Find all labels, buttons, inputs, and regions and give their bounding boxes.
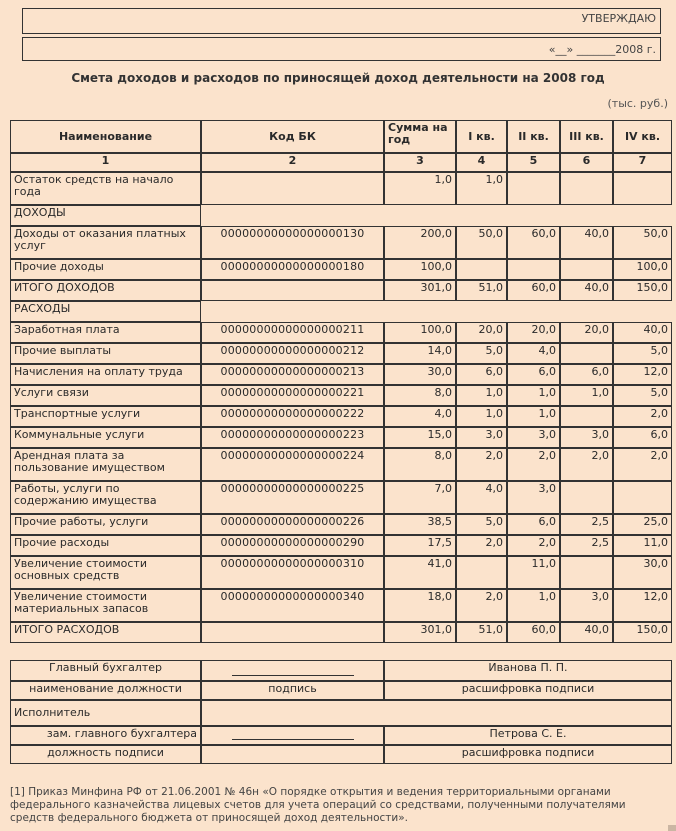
row-quarter-value: 150,0 — [613, 280, 672, 301]
column-number-row — [10, 153, 672, 172]
row-quarter-value: 2,0 — [507, 535, 560, 556]
table-row — [10, 259, 672, 280]
row-code: 00000000000000000290 — [201, 535, 384, 556]
row-year-sum: 18,0 — [384, 589, 456, 622]
row-code: 00000000000000000224 — [201, 448, 384, 481]
row-name: Транспортные услуги — [10, 406, 201, 427]
row-year-sum: 8,0 — [384, 448, 456, 481]
row-quarter-value — [560, 481, 613, 514]
row-quarter-value — [613, 172, 672, 205]
executor-position-caption: должность подписи — [10, 745, 201, 764]
row-quarter-value: 60,0 — [507, 622, 560, 643]
row-year-sum: 200,0 — [384, 226, 456, 259]
row-quarter-value: 60,0 — [507, 280, 560, 301]
col-number: 5 — [507, 153, 560, 172]
row-quarter-value: 2,0 — [456, 448, 507, 481]
row-quarter-value: 3,0 — [507, 427, 560, 448]
row-quarter-value: 40,0 — [560, 280, 613, 301]
row-name: Арендная плата за пользование имуществом — [10, 448, 201, 481]
row-quarter-value: 5,0 — [456, 343, 507, 364]
row-year-sum: 14,0 — [384, 343, 456, 364]
approval-date: «__» _______2008 г. — [548, 43, 656, 56]
row-quarter-value: 12,0 — [613, 589, 672, 622]
row-code: 00000000000000000211 — [201, 322, 384, 343]
col-number: 2 — [201, 153, 384, 172]
row-code: 00000000000000000340 — [201, 589, 384, 622]
col-number: 7 — [613, 153, 672, 172]
row-quarter-value: 2,0 — [456, 589, 507, 622]
row-name: Прочие расходы — [10, 535, 201, 556]
row-quarter-value: 11,0 — [613, 535, 672, 556]
row-quarter-value: 3,0 — [560, 427, 613, 448]
row-quarter-value: 3,0 — [456, 427, 507, 448]
row-quarter-value: 1,0 — [456, 406, 507, 427]
table-row — [10, 301, 672, 322]
row-quarter-value: 1,0 — [560, 385, 613, 406]
header-q1: I кв. — [456, 120, 507, 153]
row-quarter-value: 50,0 — [456, 226, 507, 259]
row-year-sum: 100,0 — [384, 259, 456, 280]
row-quarter-value: 6,0 — [507, 514, 560, 535]
row-quarter-value: 5,0 — [613, 385, 672, 406]
header-q4: IV кв. — [613, 120, 672, 153]
row-quarter-value: 40,0 — [613, 322, 672, 343]
row-quarter-value — [560, 343, 613, 364]
table-row — [10, 406, 672, 427]
deputy-name: Петрова С. Е. — [384, 726, 672, 745]
row-quarter-value: 60,0 — [507, 226, 560, 259]
table-row — [10, 427, 672, 448]
row-name: Прочие доходы — [10, 259, 201, 280]
table-row — [10, 205, 672, 226]
row-quarter-value — [507, 259, 560, 280]
row-quarter-value — [560, 406, 613, 427]
row-quarter-value: 20,0 — [507, 322, 560, 343]
row-code — [201, 280, 384, 301]
table-row — [10, 280, 672, 301]
chief-accountant-name: Иванова П. П. — [384, 660, 672, 681]
table-row — [10, 589, 672, 622]
row-name: Услуги связи — [10, 385, 201, 406]
row-name: Работы, услуги по содержанию имущества — [10, 481, 201, 514]
row-code: 00000000000000000310 — [201, 556, 384, 589]
estimate-table — [10, 120, 672, 643]
row-quarter-value: 2,0 — [507, 448, 560, 481]
row-quarter-value: 2,5 — [560, 535, 613, 556]
chief-signature-line — [201, 660, 384, 681]
row-quarter-value: 2,0 — [613, 448, 672, 481]
row-code — [201, 622, 384, 643]
row-quarter-value — [560, 259, 613, 280]
row-quarter-value: 12,0 — [613, 364, 672, 385]
row-quarter-value: 3,0 — [507, 481, 560, 514]
row-quarter-value: 2,0 — [456, 535, 507, 556]
section-label: ДОХОДЫ — [10, 205, 201, 226]
table-row — [10, 448, 672, 481]
table-row — [10, 385, 672, 406]
units-label: (тыс. руб.) — [607, 97, 668, 110]
row-code: 00000000000000000213 — [201, 364, 384, 385]
row-quarter-value: 51,0 — [456, 622, 507, 643]
row-code: 00000000000000000226 — [201, 514, 384, 535]
row-year-sum: 8,0 — [384, 385, 456, 406]
row-quarter-value: 40,0 — [560, 226, 613, 259]
row-quarter-value: 6,0 — [507, 364, 560, 385]
row-code — [201, 172, 384, 205]
table-row — [10, 364, 672, 385]
header-row — [10, 120, 672, 153]
col-number: 3 — [384, 153, 456, 172]
header-q3: III кв. — [560, 120, 613, 153]
row-name: ИТОГО РАСХОДОВ — [10, 622, 201, 643]
row-quarter-value — [507, 172, 560, 205]
row-quarter-value — [560, 556, 613, 589]
row-quarter-value: 6,0 — [456, 364, 507, 385]
row-quarter-value: 3,0 — [560, 589, 613, 622]
row-quarter-value: 4,0 — [507, 343, 560, 364]
row-quarter-value: 11,0 — [507, 556, 560, 589]
row-name: Увеличение стоимости материальных запасов — [10, 589, 201, 622]
row-quarter-value — [456, 556, 507, 589]
deputy-label: зам. главного бухгалтера — [10, 726, 201, 745]
row-name: Прочие работы, услуги — [10, 514, 201, 535]
approval-date-box — [22, 37, 661, 61]
table-row — [10, 172, 672, 205]
row-name: Коммунальные услуги — [10, 427, 201, 448]
chief-accountant-label: Главный бухгалтер — [10, 660, 201, 681]
row-name: Остаток средств на начало года — [10, 172, 201, 205]
row-quarter-value: 1,0 — [507, 589, 560, 622]
row-quarter-value — [560, 172, 613, 205]
header-year-sum: Сумма на год — [384, 120, 456, 153]
section-label: РАСХОДЫ — [10, 301, 201, 322]
table-row — [10, 481, 672, 514]
row-code: 00000000000000000221 — [201, 385, 384, 406]
row-quarter-value: 2,5 — [560, 514, 613, 535]
header-name: Наименование — [10, 120, 201, 153]
table-row — [10, 343, 672, 364]
row-name: Заработная плата — [10, 322, 201, 343]
row-quarter-value — [456, 259, 507, 280]
row-quarter-value: 1,0 — [507, 385, 560, 406]
decode-caption-2: расшифровка подписи — [384, 745, 672, 764]
row-year-sum: 30,0 — [384, 364, 456, 385]
row-code: 00000000000000000212 — [201, 343, 384, 364]
signature-caption: подпись — [201, 681, 384, 700]
page-corner — [668, 825, 676, 831]
deputy-signature-line — [201, 726, 384, 745]
row-name: Доходы от оказания платных услуг — [10, 226, 201, 259]
row-name: Начисления на оплату труда — [10, 364, 201, 385]
row-quarter-value: 1,0 — [456, 385, 507, 406]
executor-label: Исполнитель — [10, 700, 201, 726]
row-quarter-value: 30,0 — [613, 556, 672, 589]
decode-caption: расшифровка подписи — [384, 681, 672, 700]
table-row — [10, 535, 672, 556]
signatures-table — [10, 660, 672, 764]
row-quarter-value: 1,0 — [456, 172, 507, 205]
row-code: 00000000000000000130 — [201, 226, 384, 259]
table-row — [10, 556, 672, 589]
row-year-sum: 301,0 — [384, 622, 456, 643]
row-year-sum: 41,0 — [384, 556, 456, 589]
row-year-sum: 17,5 — [384, 535, 456, 556]
row-year-sum: 301,0 — [384, 280, 456, 301]
row-year-sum: 7,0 — [384, 481, 456, 514]
row-quarter-value: 20,0 — [560, 322, 613, 343]
table-row — [10, 622, 672, 643]
row-code: 00000000000000000180 — [201, 259, 384, 280]
row-year-sum: 100,0 — [384, 322, 456, 343]
row-quarter-value: 6,0 — [613, 427, 672, 448]
page-title: Смета доходов и расходов по приносящей доход деятельности на 2008 год — [71, 71, 605, 85]
row-code: 00000000000000000225 — [201, 481, 384, 514]
row-code: 00000000000000000223 — [201, 427, 384, 448]
approval-box — [22, 8, 661, 34]
row-quarter-value: 2,0 — [613, 406, 672, 427]
row-name: ИТОГО ДОХОДОВ — [10, 280, 201, 301]
row-quarter-value: 5,0 — [456, 514, 507, 535]
row-year-sum: 4,0 — [384, 406, 456, 427]
row-quarter-value: 4,0 — [456, 481, 507, 514]
position-caption: наименование должности — [10, 681, 201, 700]
row-quarter-value: 51,0 — [456, 280, 507, 301]
row-quarter-value — [613, 481, 672, 514]
row-year-sum: 15,0 — [384, 427, 456, 448]
table-row — [10, 514, 672, 535]
row-quarter-value: 1,0 — [507, 406, 560, 427]
col-number: 6 — [560, 153, 613, 172]
row-name: Увеличение стоимости основных средств — [10, 556, 201, 589]
row-quarter-value: 150,0 — [613, 622, 672, 643]
table-row — [10, 226, 672, 259]
row-quarter-value: 25,0 — [613, 514, 672, 535]
row-name: Прочие выплаты — [10, 343, 201, 364]
row-quarter-value: 2,0 — [560, 448, 613, 481]
row-year-sum: 38,5 — [384, 514, 456, 535]
row-year-sum: 1,0 — [384, 172, 456, 205]
footnote: [1] Приказ Минфина РФ от 21.06.2001 № 46н «О порядке открытия и ведения территориальными органами федерального казначейства лицевых счетов для учета операций со средствами, полученными получателями средств федерального бюджета от приносящей доход деятельности». — [10, 786, 626, 824]
row-code: 00000000000000000222 — [201, 406, 384, 427]
row-quarter-value: 40,0 — [560, 622, 613, 643]
header-q2: II кв. — [507, 120, 560, 153]
header-code: Код БК — [201, 120, 384, 153]
col-number: 1 — [10, 153, 201, 172]
row-quarter-value: 6,0 — [560, 364, 613, 385]
row-quarter-value: 20,0 — [456, 322, 507, 343]
row-quarter-value: 5,0 — [613, 343, 672, 364]
row-quarter-value: 50,0 — [613, 226, 672, 259]
table-row — [10, 322, 672, 343]
approval-label: УТВЕРЖДАЮ — [581, 12, 656, 25]
col-number: 4 — [456, 153, 507, 172]
row-quarter-value: 100,0 — [613, 259, 672, 280]
